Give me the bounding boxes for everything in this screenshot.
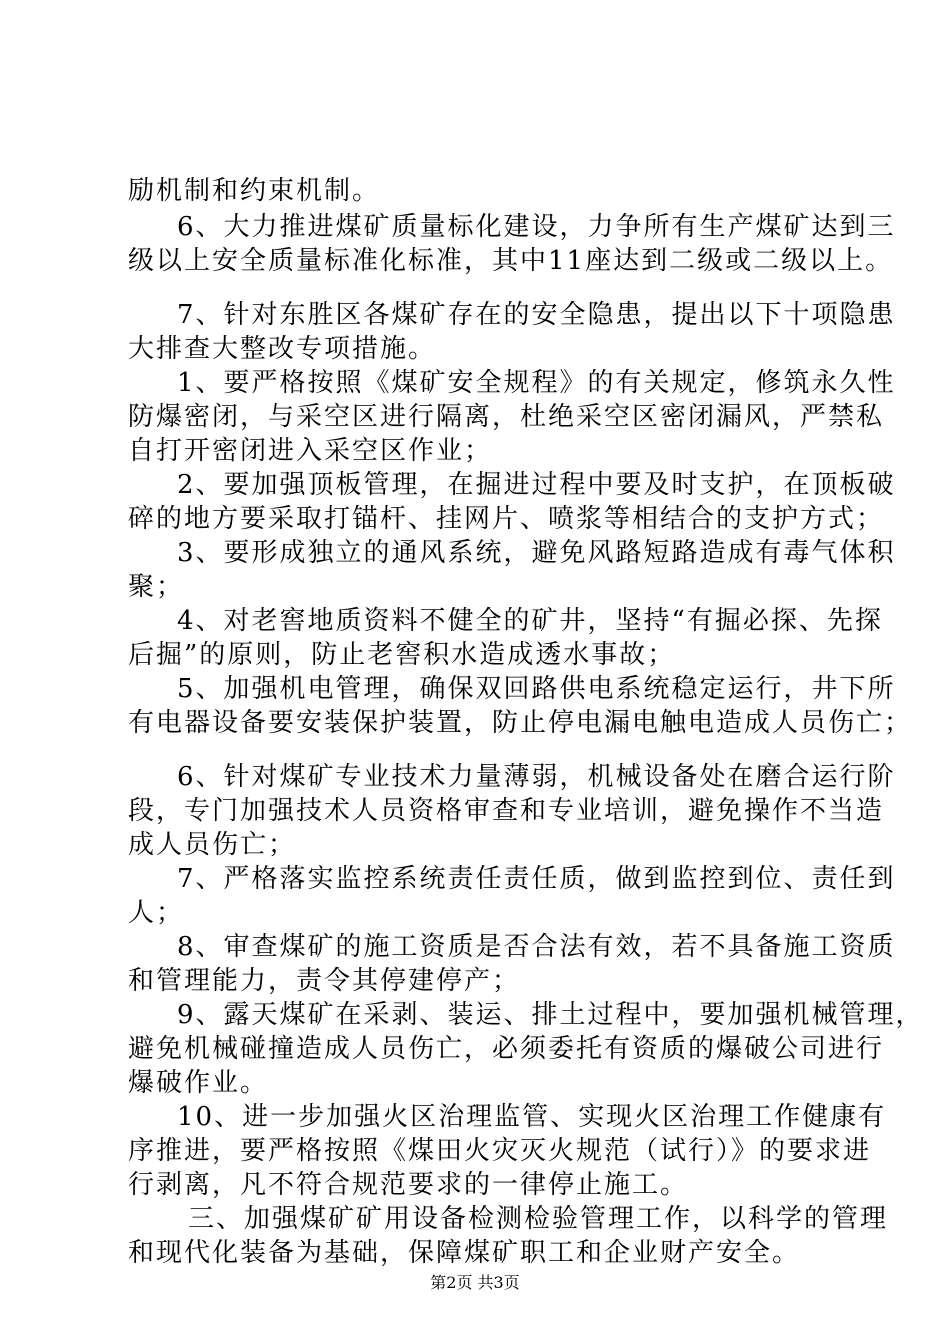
paragraph-line: 人；	[128, 898, 185, 928]
page-number-footer: 第2页 共3页	[430, 1273, 520, 1292]
paragraph-line: 2、要加强顶板管理，在掘进过程中要及时支护，在顶板破	[177, 470, 896, 500]
paragraph-line: 防爆密闭，与采空区进行隔离，杜绝采空区密闭漏风，严禁私	[128, 402, 885, 432]
paragraph-line: 5、加强机电管理，确保双回路供电系统稳定运行，井下所	[177, 674, 896, 704]
paragraph-line: 8、审查煤矿的施工资质是否合法有效，若不具备施工资质	[177, 932, 896, 962]
paragraph-line: 序推进，要严格按照《煤田火灾灭火规范（试行）》的要求进	[128, 1136, 872, 1166]
paragraph-line: 爆破作业。	[128, 1068, 269, 1098]
paragraph-line: 避免机械碰撞造成人员伤亡，必须委托有资质的爆破公司进行	[128, 1034, 885, 1064]
paragraph-line: 碎的地方要采取打锚杆、挂网片、喷浆等相结合的支护方式；	[128, 504, 885, 534]
paragraph-line: 4、对老窖地质资料不健全的矿井，坚持“有掘必探、先探	[177, 606, 883, 636]
paragraph-line: 6、大力推进煤矿质量标化建设，力争所有生产煤矿达到三	[177, 212, 896, 242]
paragraph-line: 自打开密闭进入采空区作业；	[128, 436, 493, 466]
paragraph-line: 7、针对东胜区各煤矿存在的安全隐患，提出以下十项隐患	[177, 300, 896, 330]
paragraph-line: 10、进一步加强火区治理监管、实现火区治理工作健康有	[177, 1102, 887, 1132]
paragraph-line: 行剥离，凡不符合规范要求的一律停止施工。	[128, 1170, 689, 1200]
paragraph-line: 聚；	[128, 572, 185, 602]
paragraph-line: 级以上安全质量标准化标准，其中11座达到二级或二级以上。	[128, 246, 894, 276]
paragraph-line: 7、严格落实监控系统责任责任质，做到监控到位、责任到	[177, 864, 896, 894]
paragraph-line: 有电器设备要安装保护装置，防止停电漏电触电造成人员伤亡；	[128, 708, 913, 738]
paragraph-line: 6、针对煤矿专业技术力量薄弱，机械设备处在磨合运行阶	[177, 762, 896, 792]
paragraph-line: 和现代化装备为基础，保障煤矿职工和企业财产安全。	[128, 1238, 801, 1268]
paragraph-line: 段，专门加强技术人员资格审查和专业培训，避免操作不当造	[128, 796, 885, 826]
paragraph-line: 后掘”的原则，防止老窖积水造成透水事故；	[128, 640, 676, 670]
paragraph-line: 大排查大整改专项措施。	[128, 334, 437, 364]
paragraph-line: 励机制和约束机制。	[128, 176, 381, 206]
section-heading-line: 三、加强煤矿矿用设备检测检验管理工作，以科学的管理	[188, 1204, 889, 1234]
paragraph-line: 3、要形成独立的通风系统，避免风路短路造成有毒气体积	[177, 538, 896, 568]
paragraph-line: 成人员伤亡；	[128, 830, 297, 860]
paragraph-line: 9、露天煤矿在采剥、装运、排土过程中，要加强机械管理，	[177, 1000, 924, 1030]
paragraph-line: 1、要严格按照《煤矿安全规程》的有关规定，修筑永久性	[177, 368, 896, 398]
paragraph-line: 和管理能力，责令其停建停产；	[128, 966, 521, 996]
